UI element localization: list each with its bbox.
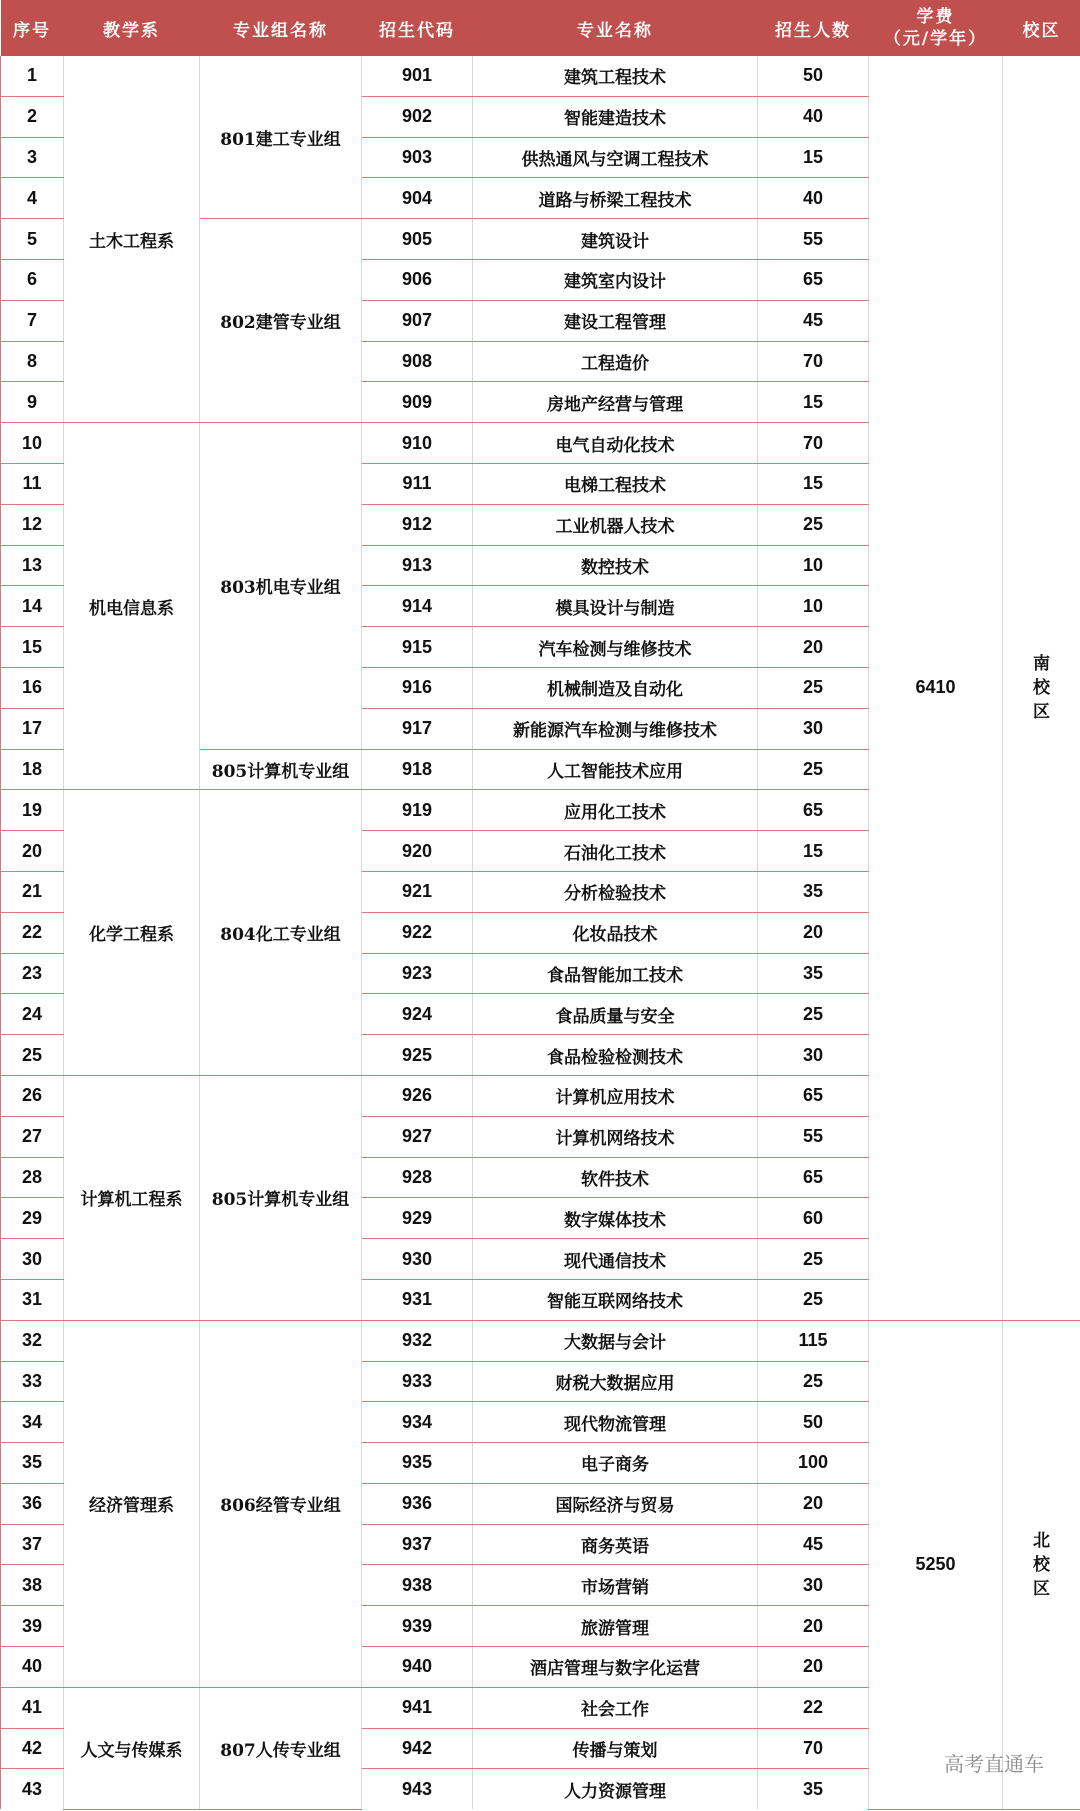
major-code: 933 — [362, 1361, 473, 1402]
major-code: 935 — [362, 1443, 473, 1484]
major-name: 食品检验检测技术 — [473, 1035, 758, 1076]
watermark: 高考直通车 — [944, 1752, 1044, 1776]
row-index: 10 — [1, 423, 64, 464]
major-name: 建筑工程技术 — [473, 56, 758, 96]
enrollment-count: 30 — [758, 1035, 869, 1076]
row-index: 9 — [1, 382, 64, 423]
header-count: 招生人数 — [758, 0, 869, 56]
major-code: 909 — [362, 382, 473, 423]
enrollment-count: 50 — [758, 1402, 869, 1443]
tuition-fee: 5250 — [869, 1320, 1003, 1809]
row-index: 27 — [1, 1116, 64, 1157]
major-name: 市场营销 — [473, 1565, 758, 1606]
enrollment-count: 35 — [758, 871, 869, 912]
header-fee: 学费 （元/学年） — [869, 0, 1003, 56]
major-name: 建筑设计 — [473, 219, 758, 260]
enrollment-count: 55 — [758, 219, 869, 260]
row-index: 17 — [1, 708, 64, 749]
group-cell: 801建工专业组 — [200, 56, 362, 219]
row-index: 16 — [1, 667, 64, 708]
major-name: 传播与策划 — [473, 1728, 758, 1769]
enrollment-count: 30 — [758, 1565, 869, 1606]
row-index: 38 — [1, 1565, 64, 1606]
enrollment-count: 45 — [758, 1524, 869, 1565]
major-name: 软件技术 — [473, 1157, 758, 1198]
header-index: 序号 — [1, 0, 64, 56]
row-index: 21 — [1, 871, 64, 912]
major-code: 927 — [362, 1116, 473, 1157]
department-cell: 化学工程系 — [64, 790, 200, 1076]
major-name: 电气自动化技术 — [473, 423, 758, 464]
major-code: 905 — [362, 219, 473, 260]
row-index: 40 — [1, 1647, 64, 1688]
major-code: 925 — [362, 1035, 473, 1076]
major-name: 国际经济与贸易 — [473, 1483, 758, 1524]
major-name: 商务英语 — [473, 1524, 758, 1565]
major-code: 939 — [362, 1606, 473, 1647]
row-index: 15 — [1, 627, 64, 668]
enrollment-count: 25 — [758, 667, 869, 708]
major-name: 建设工程管理 — [473, 300, 758, 341]
enrollment-count: 65 — [758, 259, 869, 300]
row-index: 19 — [1, 790, 64, 831]
row-index: 39 — [1, 1606, 64, 1647]
major-name: 现代通信技术 — [473, 1239, 758, 1280]
enrollment-count: 70 — [758, 423, 869, 464]
enrollment-count: 30 — [758, 708, 869, 749]
enrollment-count: 115 — [758, 1320, 869, 1361]
row-index: 35 — [1, 1443, 64, 1484]
major-code: 906 — [362, 259, 473, 300]
major-code: 912 — [362, 504, 473, 545]
group-cell: 806经管专业组 — [200, 1320, 362, 1687]
row-index: 24 — [1, 994, 64, 1035]
major-name: 工业机器人技术 — [473, 504, 758, 545]
enrollment-count: 65 — [758, 1075, 869, 1116]
tuition-fee: 6410 — [869, 56, 1003, 1320]
major-code: 924 — [362, 994, 473, 1035]
enrollment-count: 65 — [758, 790, 869, 831]
table-header — [1, 0, 1080, 56]
group-cell: 804化工专业组 — [200, 790, 362, 1076]
department-cell: 土木工程系 — [64, 56, 200, 423]
major-code: 936 — [362, 1483, 473, 1524]
major-name: 数字媒体技术 — [473, 1198, 758, 1239]
row-index: 34 — [1, 1402, 64, 1443]
row-index: 30 — [1, 1239, 64, 1280]
enrollment-count: 15 — [758, 831, 869, 872]
group-cell: 807人传专业组 — [200, 1687, 362, 1809]
major-name: 石油化工技术 — [473, 831, 758, 872]
major-code: 908 — [362, 341, 473, 382]
major-code: 919 — [362, 790, 473, 831]
enrollment-count: 100 — [758, 1443, 869, 1484]
group-cell: 803机电专业组 — [200, 423, 362, 749]
row-index: 29 — [1, 1198, 64, 1239]
enrollment-count: 50 — [758, 56, 869, 96]
row-index: 8 — [1, 341, 64, 382]
major-name: 计算机应用技术 — [473, 1075, 758, 1116]
major-code: 910 — [362, 423, 473, 464]
major-name: 机械制造及自动化 — [473, 667, 758, 708]
enrollment-count: 70 — [758, 1728, 869, 1769]
major-name: 社会工作 — [473, 1687, 758, 1728]
row-index: 13 — [1, 545, 64, 586]
major-code: 938 — [362, 1565, 473, 1606]
major-name: 应用化工技术 — [473, 790, 758, 831]
enrollment-count: 10 — [758, 586, 869, 627]
enrollment-count: 20 — [758, 627, 869, 668]
department-cell: 人文与传媒系 — [64, 1687, 200, 1809]
enrollment-count: 20 — [758, 912, 869, 953]
table-row — [1, 56, 1080, 96]
row-index: 7 — [1, 300, 64, 341]
major-code: 916 — [362, 667, 473, 708]
header-group: 专业组名称 — [200, 0, 362, 56]
enrollment-count: 70 — [758, 341, 869, 382]
department-cell: 计算机工程系 — [64, 1075, 200, 1320]
row-index: 1 — [1, 56, 64, 96]
enrollment-count: 55 — [758, 1116, 869, 1157]
major-code: 902 — [362, 96, 473, 137]
major-code: 934 — [362, 1402, 473, 1443]
row-index: 5 — [1, 219, 64, 260]
row-index: 25 — [1, 1035, 64, 1076]
table-row — [1, 1320, 1080, 1361]
major-code: 913 — [362, 545, 473, 586]
header-major: 专业名称 — [473, 0, 758, 56]
department-cell: 经济管理系 — [64, 1320, 200, 1687]
major-name: 现代物流管理 — [473, 1402, 758, 1443]
major-code: 904 — [362, 178, 473, 219]
major-name: 财税大数据应用 — [473, 1361, 758, 1402]
major-code: 930 — [362, 1239, 473, 1280]
major-code: 931 — [362, 1279, 473, 1320]
campus-cell: 北校区 — [1003, 1320, 1080, 1809]
major-code: 920 — [362, 831, 473, 872]
row-index: 6 — [1, 259, 64, 300]
enrollment-count: 35 — [758, 1769, 869, 1809]
enrollment-count: 35 — [758, 953, 869, 994]
enrollment-count: 15 — [758, 463, 869, 504]
header-code: 招生代码 — [362, 0, 473, 56]
enrollment-count: 25 — [758, 1279, 869, 1320]
enrollment-count: 25 — [758, 994, 869, 1035]
group-cell: 805计算机专业组 — [200, 1075, 362, 1320]
enrollment-count: 15 — [758, 137, 869, 178]
enrollment-count: 60 — [758, 1198, 869, 1239]
major-name: 食品智能加工技术 — [473, 953, 758, 994]
major-code: 941 — [362, 1687, 473, 1728]
header-campus: 校区 — [1003, 0, 1080, 56]
major-name: 旅游管理 — [473, 1606, 758, 1647]
group-cell: 802建管专业组 — [200, 219, 362, 423]
campus-cell: 南校区 — [1003, 56, 1080, 1320]
row-index: 23 — [1, 953, 64, 994]
row-index: 41 — [1, 1687, 64, 1728]
major-name: 智能建造技术 — [473, 96, 758, 137]
enrollment-count: 40 — [758, 178, 869, 219]
enrollment-count: 40 — [758, 96, 869, 137]
major-code: 929 — [362, 1198, 473, 1239]
enrollment-count: 25 — [758, 1239, 869, 1280]
major-code: 911 — [362, 463, 473, 504]
enrollment-count: 20 — [758, 1606, 869, 1647]
major-code: 915 — [362, 627, 473, 668]
major-name: 建筑室内设计 — [473, 259, 758, 300]
major-name: 供热通风与空调工程技术 — [473, 137, 758, 178]
major-name: 电梯工程技术 — [473, 463, 758, 504]
major-code: 943 — [362, 1769, 473, 1809]
major-name: 计算机网络技术 — [473, 1116, 758, 1157]
major-code: 918 — [362, 749, 473, 790]
major-code: 917 — [362, 708, 473, 749]
major-name: 数控技术 — [473, 545, 758, 586]
row-index: 3 — [1, 137, 64, 178]
major-name: 人工智能技术应用 — [473, 749, 758, 790]
enrollment-count: 22 — [758, 1687, 869, 1728]
row-index: 43 — [1, 1769, 64, 1809]
major-name: 化妆品技术 — [473, 912, 758, 953]
major-name: 房地产经营与管理 — [473, 382, 758, 423]
major-code: 932 — [362, 1320, 473, 1361]
major-code: 942 — [362, 1728, 473, 1769]
major-name: 工程造价 — [473, 341, 758, 382]
row-index: 18 — [1, 749, 64, 790]
row-index: 26 — [1, 1075, 64, 1116]
row-index: 31 — [1, 1279, 64, 1320]
row-index: 33 — [1, 1361, 64, 1402]
major-name: 模具设计与制造 — [473, 586, 758, 627]
enrollment-count: 65 — [758, 1157, 869, 1198]
major-code: 914 — [362, 586, 473, 627]
row-index: 42 — [1, 1728, 64, 1769]
major-name: 人力资源管理 — [473, 1769, 758, 1809]
major-name: 智能互联网络技术 — [473, 1279, 758, 1320]
enrollment-count: 20 — [758, 1483, 869, 1524]
enrollment-count: 25 — [758, 749, 869, 790]
major-name: 大数据与会计 — [473, 1320, 758, 1361]
enrollment-count: 25 — [758, 1361, 869, 1402]
major-code: 937 — [362, 1524, 473, 1565]
major-name: 酒店管理与数字化运营 — [473, 1647, 758, 1688]
major-name: 分析检验技术 — [473, 871, 758, 912]
major-code: 923 — [362, 953, 473, 994]
major-code: 922 — [362, 912, 473, 953]
major-name: 电子商务 — [473, 1443, 758, 1484]
row-index: 36 — [1, 1483, 64, 1524]
row-index: 11 — [1, 463, 64, 504]
major-code: 928 — [362, 1157, 473, 1198]
enrollment-count: 15 — [758, 382, 869, 423]
row-index: 37 — [1, 1524, 64, 1565]
major-name: 汽车检测与维修技术 — [473, 627, 758, 668]
enrollment-count: 10 — [758, 545, 869, 586]
row-index: 12 — [1, 504, 64, 545]
row-index: 22 — [1, 912, 64, 953]
major-name: 新能源汽车检测与维修技术 — [473, 708, 758, 749]
major-code: 901 — [362, 56, 473, 96]
enrollment-count: 45 — [758, 300, 869, 341]
major-code: 903 — [362, 137, 473, 178]
row-index: 2 — [1, 96, 64, 137]
major-code: 940 — [362, 1647, 473, 1688]
group-cell: 805计算机专业组 — [200, 749, 362, 790]
major-code: 926 — [362, 1075, 473, 1116]
major-name: 道路与桥梁工程技术 — [473, 178, 758, 219]
row-index: 4 — [1, 178, 64, 219]
row-index: 20 — [1, 831, 64, 872]
header-department: 教学系 — [64, 0, 200, 56]
row-index: 28 — [1, 1157, 64, 1198]
major-code: 907 — [362, 300, 473, 341]
enrollment-count: 25 — [758, 504, 869, 545]
major-code: 921 — [362, 871, 473, 912]
row-index: 32 — [1, 1320, 64, 1361]
row-index: 14 — [1, 586, 64, 627]
department-cell: 机电信息系 — [64, 423, 200, 790]
enrollment-count: 20 — [758, 1647, 869, 1688]
major-name: 食品质量与安全 — [473, 994, 758, 1035]
